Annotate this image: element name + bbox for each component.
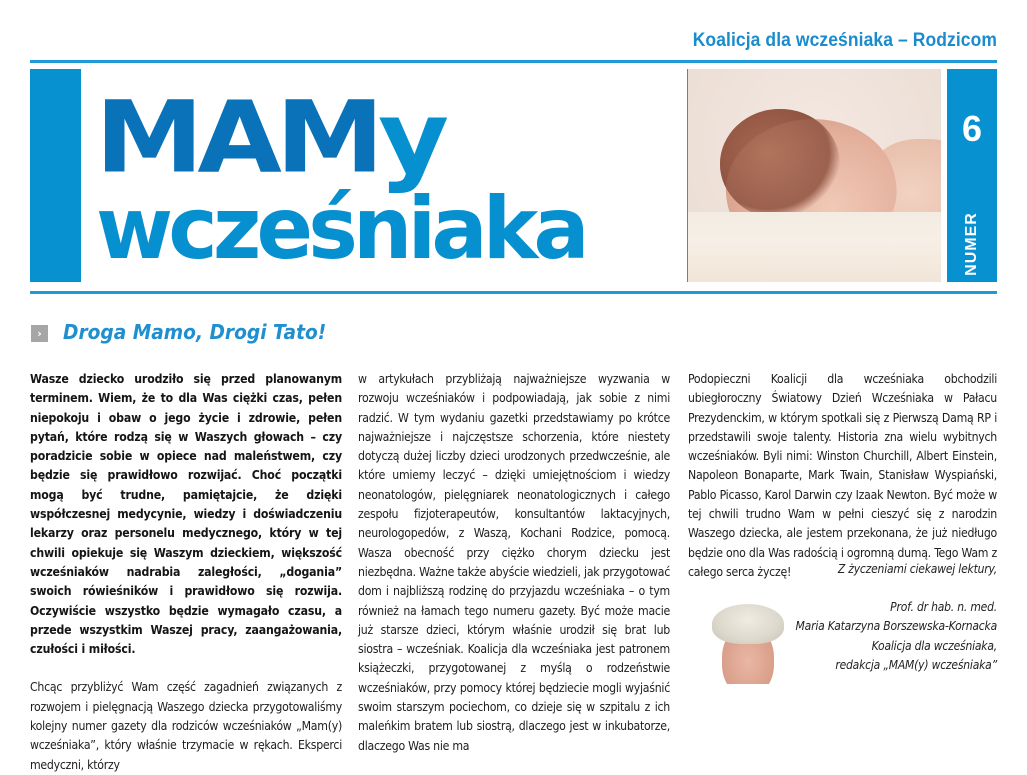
masthead-title-line1	[95, 79, 443, 196]
publisher-tagline: Koalicja dla wcześniaka – Rodzicom	[692, 30, 997, 51]
closing-line: Z życzeniami ciekawej lektury,	[837, 562, 997, 576]
issue-number-box	[947, 69, 997, 282]
masthead-bottom-rule	[30, 291, 997, 294]
masthead-accent-bar	[30, 69, 81, 282]
masthead-title-line2: wcześniaka	[96, 179, 585, 279]
issue-number: 6	[961, 108, 983, 149]
signature-block	[796, 598, 997, 675]
article-column-2	[358, 370, 670, 756]
signature-role: redakcja „MAM(y) wcześniaka”	[835, 657, 997, 672]
masthead-mam: MAM	[95, 79, 378, 196]
author-portrait	[712, 604, 784, 684]
article-heading: Droga Mamo, Drogi Tato!	[63, 320, 327, 344]
chevron-right-icon: ›	[31, 325, 48, 342]
signature-name: Maria Katarzyna Borszewska-Kornacka	[795, 619, 997, 634]
cover-photo	[688, 69, 941, 282]
article-column-1	[30, 370, 342, 775]
signature-org: Koalicja dla wcześniaka,	[871, 638, 997, 653]
top-rule	[30, 60, 997, 63]
article-paragraph: w artykułach przybliżają najważniejsze wyzwania w rozwoju wcześniaków i podpowiadają, jak sobie z nimi radzić. W tym wydaniu gazetki przedstawiamy po krótce najważniejsze i najczęstsze schorzenia, które niestety dotyczą dużej liczby dzieci urodzonych przedwcześnie, ale które umiemy leczyć – dzięki umiejętnościom i wiedzy neonatologów, pielęgniarek neonatologicznych i całego zespołu fizjoterapeutów, konsultantów laktacyjnych, neurologopedów, z Waszą, Kochani Rodzice, pomocą. Wasza obecność przy ciężko chorym dziecku jest niezbędna. Ważne także abyście wiedzieli, jak przygotować dom i najbliższą rodzinę do przyjazdu wcześniaka – o tym również na łamach tego numeru gazety. Być może macie już starsze dzieci, którym właśnie urodził się brat lub siostra – wcześniak. Koalicja dla wcześniaka jest patronem książeczki, przygotowanej z myślą o rodzeństwie wcześniaków, przy pomocy której będziecie mogli wyjaśnić swoim starszym pociechom, co dzieje się w szpitalu z ich maleńkim bratem lub siostrą, dlaczego jest w inkubatorze, dlaczego Was nie ma	[358, 372, 670, 753]
masthead-y: y	[377, 79, 443, 196]
article-paragraph: Podopieczni Koalicji dla wcześniaka obchodzili ubiegłoroczny Światowy Dzień Wcześniaka w Pałacu Prezydenckim, w którym spotkali się z Pierwszą Damą RP i przedstawili swoje talenty. Historia zna wielu wybitnych wcześniaków. Byli nimi: Winston Churchill, Albert Einstein, Napoleon Bonaparte, Mark Twain, Stanisław Wyspiański, Pablo Picasso, Karol Darwin czy Izaak Newton. Być może w tej chwili trudno Wam w pełni cieszyć się z narodzin Waszego dziecka, ale jestem przekonana, że już niedługo będzie ono dla Was radością i ogromną dumą. Tego Wam z całego serca życzę!	[688, 372, 997, 579]
article-lead: Wasze dziecko urodziło się przed planowanym terminem. Wiem, że to dla Was ciężki czas, pełen niepokoju i obaw o jego życie i zdrowie, pełen pytań, które rodzą się w Waszych głowach – czy poradzicie sobie w opiece nad maleństwem, czy będzie się prawidłowo rozwijać. Choć początki mogą być trudne, pamiętajcie, że dzięki współczesnej medycynie, wiedzy i doświadczeniu lekarzy oraz personelu medycznego, który w tej chwili opiekuje się Waszym dzieckiem, większość wcześniaków nadrabia zaległości, „dogania” swoich rówieśników i prawidłowo się rozwija. Oczywiście wszystko będzie wymagało czasu, a przede wszystkim Waszej pracy, zaangażowania, czułości i miłości.	[30, 372, 342, 657]
issue-label: NUMER	[963, 212, 980, 276]
signature-title: Prof. dr hab. n. med.	[890, 600, 997, 614]
article-column-3	[688, 370, 997, 582]
article-paragraph: Chcąc przybliżyć Wam część zagadnień związanych z rozwojem i pielęgnacją Waszego dziecka przygotowaliśmy kolejny numer gazety dla rodziców wcześniaków „Mam(y) wcześniaka”, który właśnie trzymacie w rękach. Eksperci medyczni, którzy	[30, 680, 342, 772]
